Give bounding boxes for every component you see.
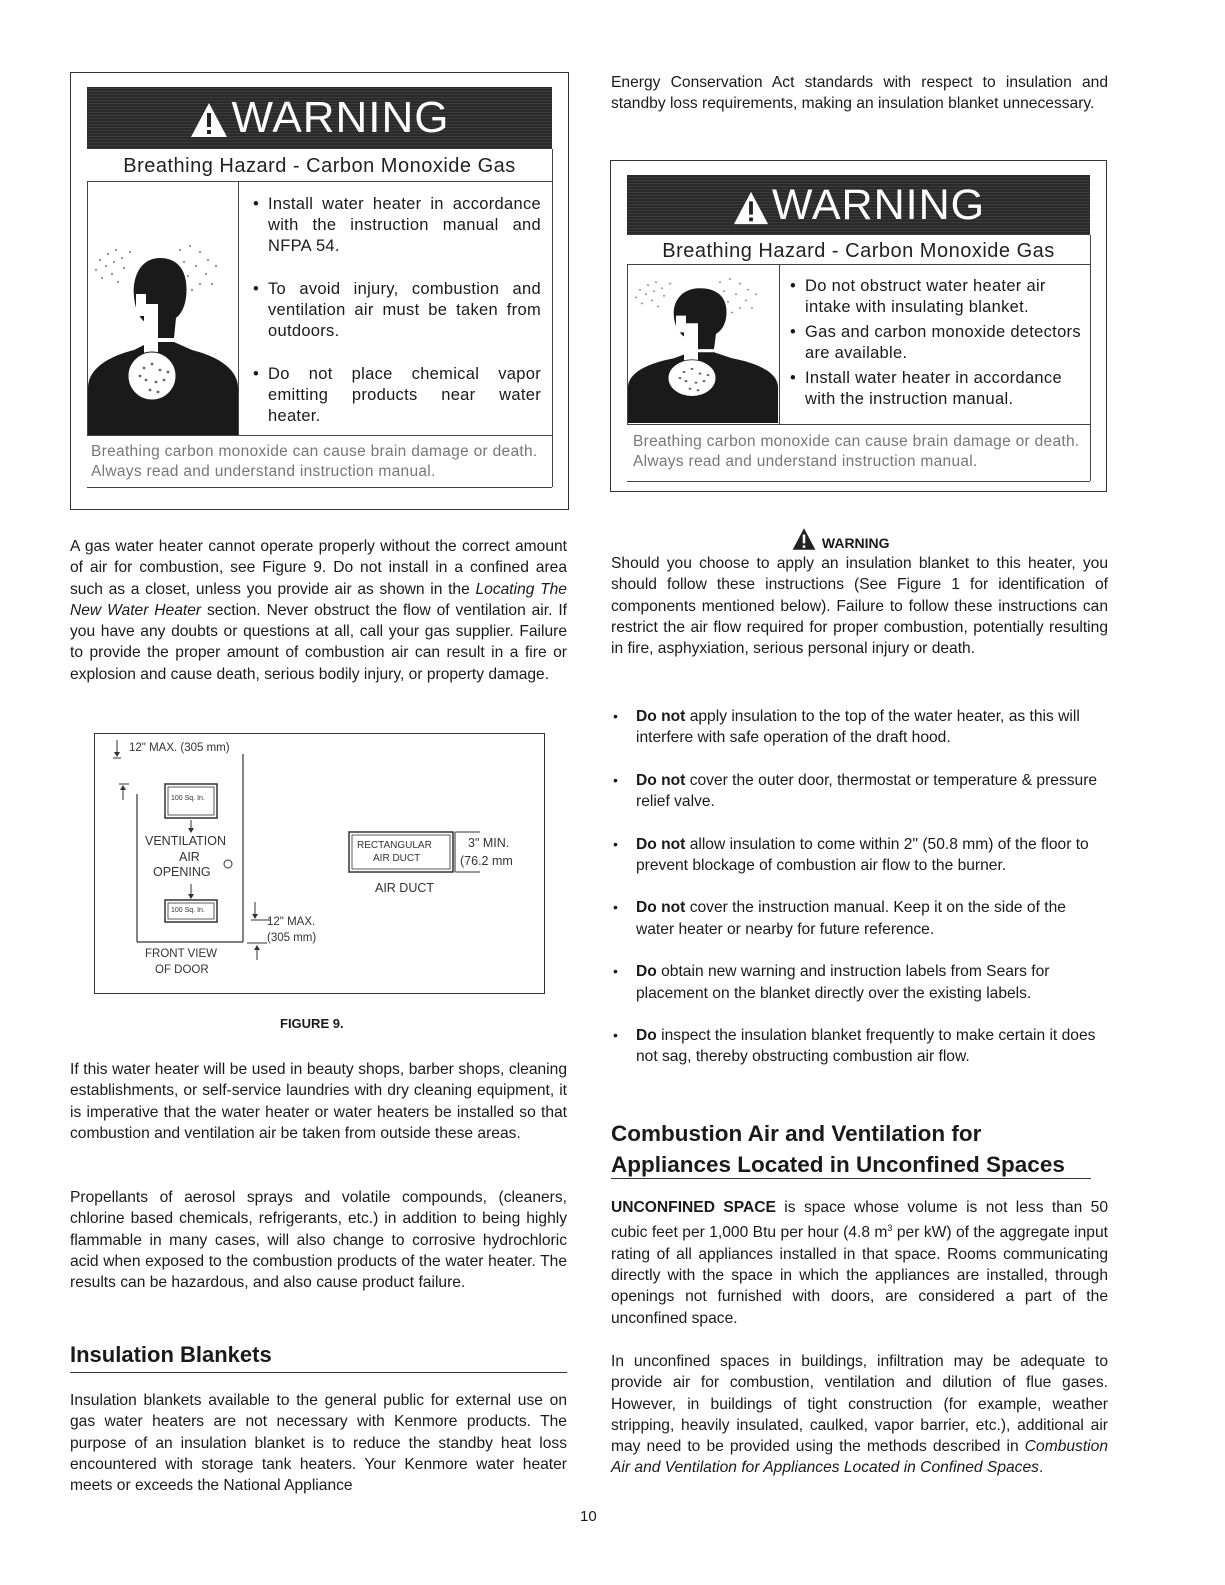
fig-vent-label: VENTILATION — [145, 834, 227, 848]
warning-band — [87, 87, 552, 149]
heading-insulation-blankets: Insulation Blankets — [70, 1342, 272, 1367]
page-number: 10 — [580, 1508, 597, 1525]
warning-bullet: • Install water heater in accordance with the instruction manual and NFPA 54. — [253, 194, 541, 257]
list-item: • Do not allow insulation to come within 2" (50.8 mm) of the floor to prevent blockage of combustion air flow to the burner. — [611, 834, 1108, 877]
warning-box-insulation — [610, 160, 1107, 492]
warning-bullet: • Install water heater in accordance with the instruction manual. — [790, 368, 1082, 410]
paragraph-combustion-air: A gas water heater cannot operate properly without the correct amount of air for combustion, see Figure 9. Do not install in a confined area such as a closet, unless you provide air as shown in the Locating The New Water Heater section. Never obstruct the flow of ventilation air. If you have any doubts or questions at all, call your gas supplier. Failure to provide the proper amount of combustion air can result in a fire or explosion and cause death, serious bodily injury, or property damage. — [70, 538, 567, 683]
warning-subtitle: Breathing Hazard - Carbon Monoxide Gas — [662, 240, 1055, 262]
fig-bottom-dimension: 12" MAX. — [267, 916, 316, 928]
warning-bullet: • To avoid injury, combustion and ventilation air must be taken from outdoors. — [253, 279, 541, 342]
warning-footer: Breathing carbon monoxide can cause brain damage or death. Always read and understand instruction manual. — [633, 433, 1080, 470]
warning-triangle-icon — [189, 101, 229, 139]
person-breathing-icon — [628, 273, 778, 423]
warning-bullet: • Gas and carbon monoxide detectors are available. — [790, 322, 1082, 364]
fig-top-dimension: 12" MAX. (305 mm) — [129, 742, 230, 754]
list-item: • Do not cover the instruction manual. Keep it on the side of the water heater or nearby for future reference. — [611, 897, 1108, 940]
fig-grille-label: 100 Sq. In. — [171, 907, 205, 914]
warning-bullet: • Do not place chemical vapor emitting products near water heater. — [253, 364, 541, 427]
fig-vent-label: OPENING — [153, 865, 211, 879]
paragraph-infiltration: In unconfined spaces in buildings, infiltration may be adequate to provide air for combustion, ventilation and dilution of flue gases. However, in buildings of tight construction (for example, weather stripping, heavily insulated, caulked, vapor barrier, etc.), additional air may need to be provided using the methods described in Combustion Air and Ventilation for Appliances Located in Confined Spaces. — [611, 1353, 1108, 1477]
fig-front-view-label: FRONT VIEW — [145, 948, 217, 960]
paragraph-beauty-shops: If this water heater will be used in beauty shops, barber shops, cleaning establishments, or self-service laundries with dry cleaning equipment, it is imperative that the water heater or water heaters be installed so that combustion and ventilation air be taken from outside these areas. — [70, 1061, 567, 1142]
paragraph-insulation-blankets: Insulation blankets available to the general public for external use on gas water heaters are not necessary with Kenmore products. The purpose of an insulation blanket is to reduce the standby heat loss encountered with storage tank heaters. Your Kenmore water heater meets or exceeds the National Appliance — [70, 1392, 567, 1495]
fig-duct-text: RECTANGULAR — [357, 840, 432, 851]
fig-front-view-label: OF DOOR — [155, 964, 209, 976]
paragraph-unconfined-space: UNCONFINED SPACE is space whose volume is not less than 50 cubic feet per 1,000 Btu per hour (4.8 $m^3$ per kW) of the aggregate input rating of all appliances installed in that space. Rooms communicating directly with the space in which the appliances are installed, through openings not furnished with doors, are considered a part of the unconfined space. — [611, 1199, 1109, 1327]
fig-vent-label: AIR — [179, 850, 200, 864]
person-breathing-icon — [88, 238, 238, 435]
fig-duct-dimension: (76.2 mm — [460, 854, 513, 868]
paragraph-propellants: Propellants of aerosol sprays and volatile compounds, (cleaners, chlorine based chemicals, refrigerants, etc.) in addition to being highly flammable in many cases, will also change to corrosive hydrochloric acid when exposed to the combustion products of the water heater. The results can be hazardous, and also cause product failure. — [70, 1189, 567, 1292]
warning-footer: Breathing carbon monoxide can cause brain damage or death. Always read and understand instruction manual. — [91, 443, 538, 480]
fig-duct-dimension: 3" MIN. — [468, 836, 510, 850]
warning-bullet: • Do not obstruct water heater air intake with insulating blanket. — [790, 276, 1082, 318]
heading-combustion-air: Combustion Air and Ventilation for Appliances Located in Unconfined Spaces — [611, 1121, 1065, 1177]
insulation-rules-list — [611, 706, 1108, 1068]
list-item: • Do inspect the insulation blanket frequently to make certain it does not sag, thereby obstructing combustion air flow. — [611, 1025, 1108, 1068]
warning-triangle-icon — [790, 527, 818, 551]
warning-title: WARNING — [231, 93, 450, 142]
paragraph-energy-act: Energy Conservation Act standards with respect to insulation and standby loss requirements, making an insulation blanket unnecessary. — [611, 74, 1108, 113]
figure-9-diagram — [94, 733, 545, 994]
small-warning-label: WARNING — [790, 527, 890, 551]
paragraph-blanket-instructions: Should you choose to apply an insulation blanket to this heater, you should follow these instructions (See Figure 1 for identification of components mentioned below). Failure to follow these instructions can restrict the air flow required for proper combustion, potentially resulting in fire, asphyxiation, serious personal injury or death. — [611, 555, 1108, 658]
fig-air-duct-label: AIR DUCT — [375, 881, 435, 895]
fig-bottom-dimension: (305 mm) — [267, 932, 317, 944]
list-item: • Do obtain new warning and instruction labels from Sears for placement on the blanket directly over the existing labels. — [611, 961, 1108, 1004]
fig-grille-label: 100 Sq. In. — [171, 795, 205, 802]
list-item: • Do not apply insulation to the top of the water heater, as this will interfere with safe operation of the draft hood. — [611, 706, 1108, 749]
warning-triangle-icon — [732, 190, 770, 226]
warning-band — [627, 175, 1090, 235]
warning-bullets — [253, 194, 541, 427]
figure-9-caption: FIGURE 9. — [280, 1016, 344, 1031]
list-item: • Do not cover the outer door, thermostat or temperature & pressure relief valve. — [611, 770, 1108, 813]
fig-duct-text: AIR DUCT — [373, 853, 421, 864]
warning-subtitle: Breathing Hazard - Carbon Monoxide Gas — [123, 155, 516, 177]
warning-title: WARNING — [771, 181, 986, 229]
warning-bullets — [790, 276, 1082, 410]
warning-box-carbon-monoxide — [70, 72, 569, 510]
